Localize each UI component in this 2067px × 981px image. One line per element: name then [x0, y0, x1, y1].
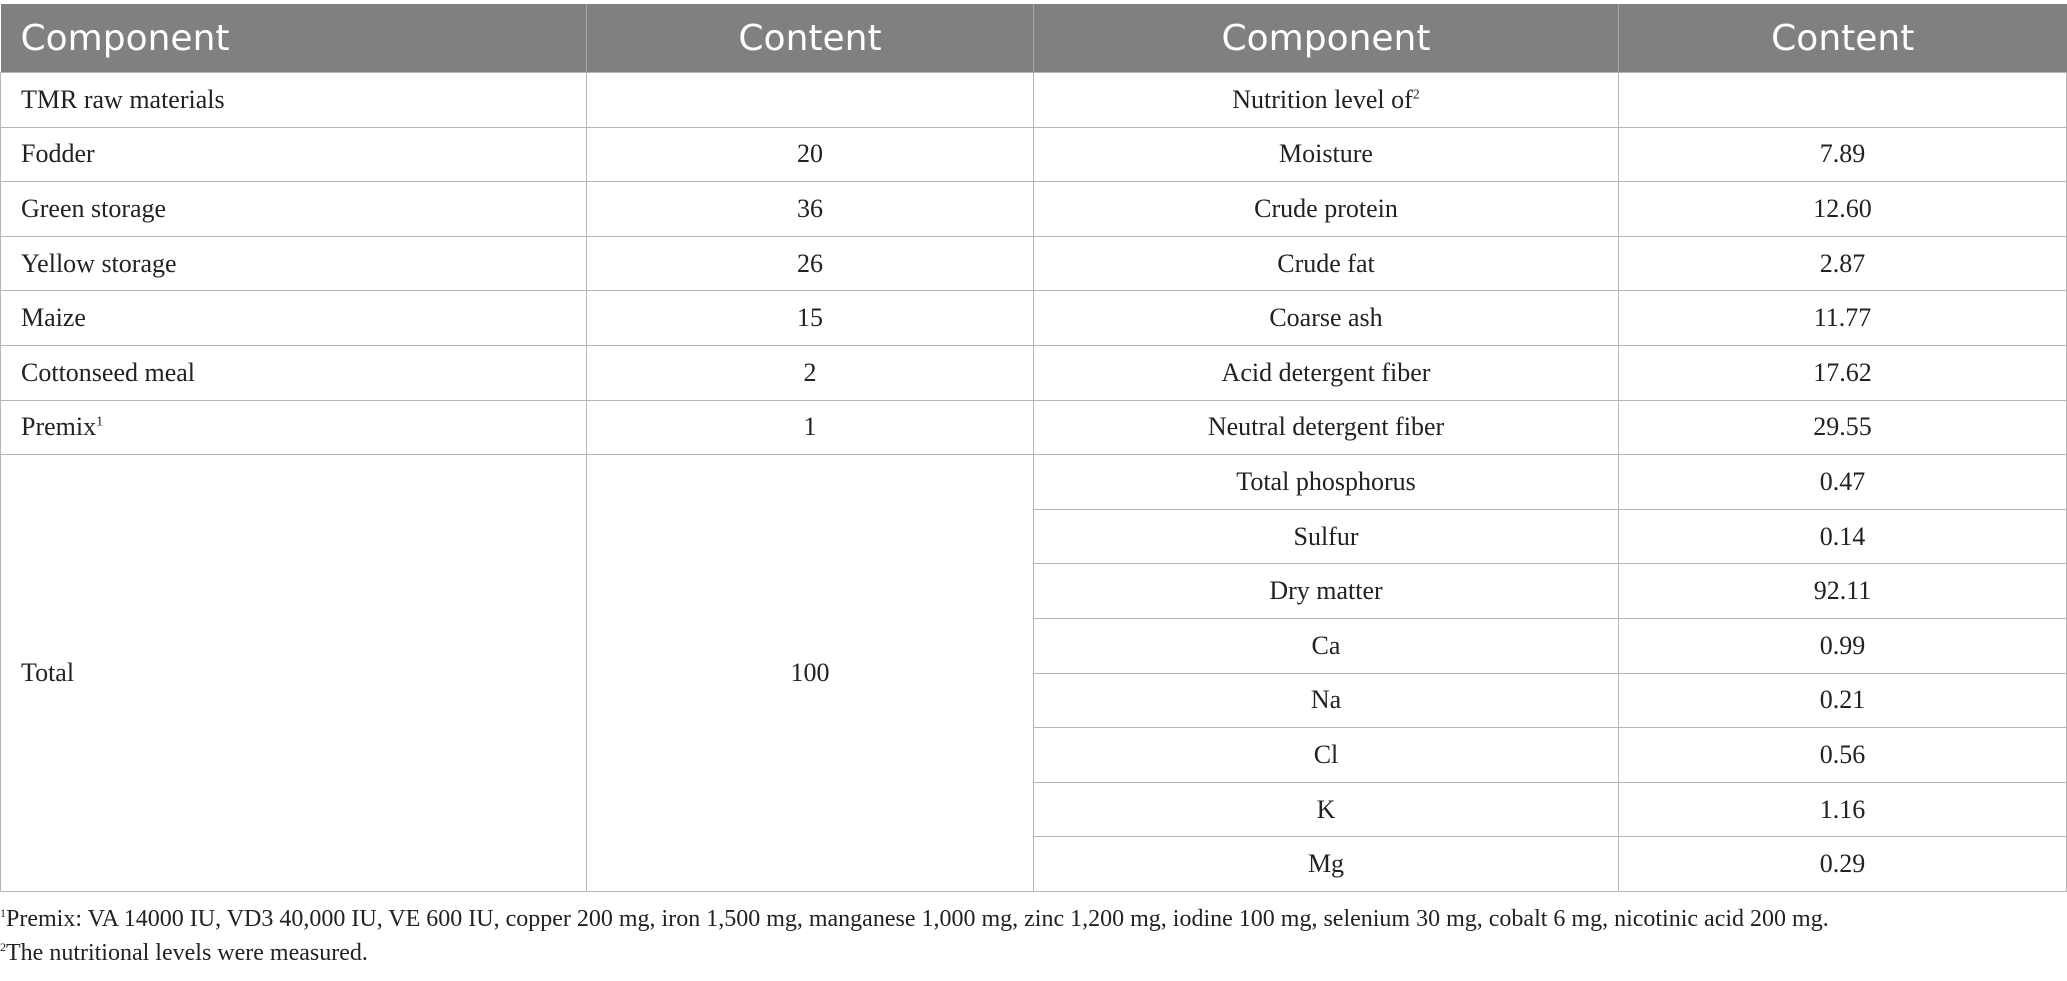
cell-content: 2 — [587, 345, 1034, 400]
cell-content: 7.89 — [1619, 127, 2067, 182]
cell-content: 1.16 — [1619, 782, 2067, 837]
cell-component: Mg — [1034, 837, 1619, 892]
cell-component: Maize — [1, 291, 587, 346]
footnote-2 — [0, 936, 1829, 970]
cell-content: 15 — [587, 291, 1034, 346]
cell-component: Cl — [1034, 728, 1619, 783]
footnote-marker: 2 — [0, 940, 6, 954]
cell-content: 36 — [587, 182, 1034, 237]
footnote-1 — [0, 902, 1829, 936]
table-row — [1, 455, 2067, 510]
table-row — [1, 236, 2067, 291]
cell-content: 12.60 — [1619, 182, 2067, 237]
cell-component: Coarse ash — [1034, 291, 1619, 346]
footnote-marker: 1 — [0, 906, 6, 920]
cell-component: Neutral detergent fiber — [1034, 400, 1619, 455]
table-row — [1, 127, 2067, 182]
cell-content — [1619, 73, 2067, 128]
cell-component: Yellow storage — [1, 236, 587, 291]
cell-content: 0.56 — [1619, 728, 2067, 783]
cell-component: Dry matter — [1034, 564, 1619, 619]
cell-content: 11.77 — [1619, 291, 2067, 346]
cell-component: Cottonseed meal — [1, 345, 587, 400]
cell-component: Sulfur — [1034, 509, 1619, 564]
header-row — [1, 4, 2067, 73]
cell-component: Crude protein — [1034, 182, 1619, 237]
composition-table-container — [0, 4, 2066, 892]
cell-content: 0.99 — [1619, 618, 2067, 673]
header-content: Content — [587, 4, 1034, 73]
cell-content: 26 — [587, 236, 1034, 291]
cell-component: Fodder — [1, 127, 587, 182]
footnote-text: Premix: VA 14000 IU, VD3 40,000 IU, VE 600 IU, copper 200 mg, iron 1,500 mg, manganese 1,000 mg, zinc 1,200 mg, iodine 100 mg, selenium 30 mg, cobalt 6 mg, nicotinic acid 200 mg. — [6, 906, 1829, 932]
cell-text: Premix — [21, 412, 97, 442]
table-row — [1, 345, 2067, 400]
cell-content: 92.11 — [1619, 564, 2067, 619]
header-component: Component — [1, 4, 587, 73]
cell-content: 2.87 — [1619, 236, 2067, 291]
cell-content: 0.14 — [1619, 509, 2067, 564]
cell-content: 17.62 — [1619, 345, 2067, 400]
footnotes — [0, 902, 1829, 970]
cell-component: Na — [1034, 673, 1619, 728]
composition-table — [0, 4, 2067, 892]
cell-content — [587, 73, 1034, 128]
cell-component: Total phosphorus — [1034, 455, 1619, 510]
cell-component: Crude fat — [1034, 236, 1619, 291]
table-row — [1, 291, 2067, 346]
cell-component: Moisture — [1034, 127, 1619, 182]
cell-text: Nutrition level of — [1232, 84, 1413, 114]
table-row — [1, 73, 2067, 128]
cell-component: K — [1034, 782, 1619, 837]
cell-content: 29.55 — [1619, 400, 2067, 455]
cell-component: TMR raw materials — [1, 73, 587, 128]
cell-content: 20 — [587, 127, 1034, 182]
table-row — [1, 400, 2067, 455]
cell-component — [1034, 73, 1619, 128]
cell-component: Green storage — [1, 182, 587, 237]
header-content: Content — [1619, 4, 2067, 73]
cell-component — [1, 400, 587, 455]
cell-content: 0.21 — [1619, 673, 2067, 728]
header-component: Component — [1034, 4, 1619, 73]
footnote-marker: 1 — [96, 414, 104, 430]
cell-total-label: Total — [1, 455, 587, 892]
cell-content: 0.29 — [1619, 837, 2067, 892]
cell-component: Ca — [1034, 618, 1619, 673]
footnote-text: The nutritional levels were measured. — [6, 940, 368, 966]
footnote-marker: 2 — [1412, 87, 1420, 103]
cell-content: 1 — [587, 400, 1034, 455]
table-row — [1, 182, 2067, 237]
cell-component: Acid detergent fiber — [1034, 345, 1619, 400]
cell-total-value: 100 — [587, 455, 1034, 892]
cell-content: 0.47 — [1619, 455, 2067, 510]
